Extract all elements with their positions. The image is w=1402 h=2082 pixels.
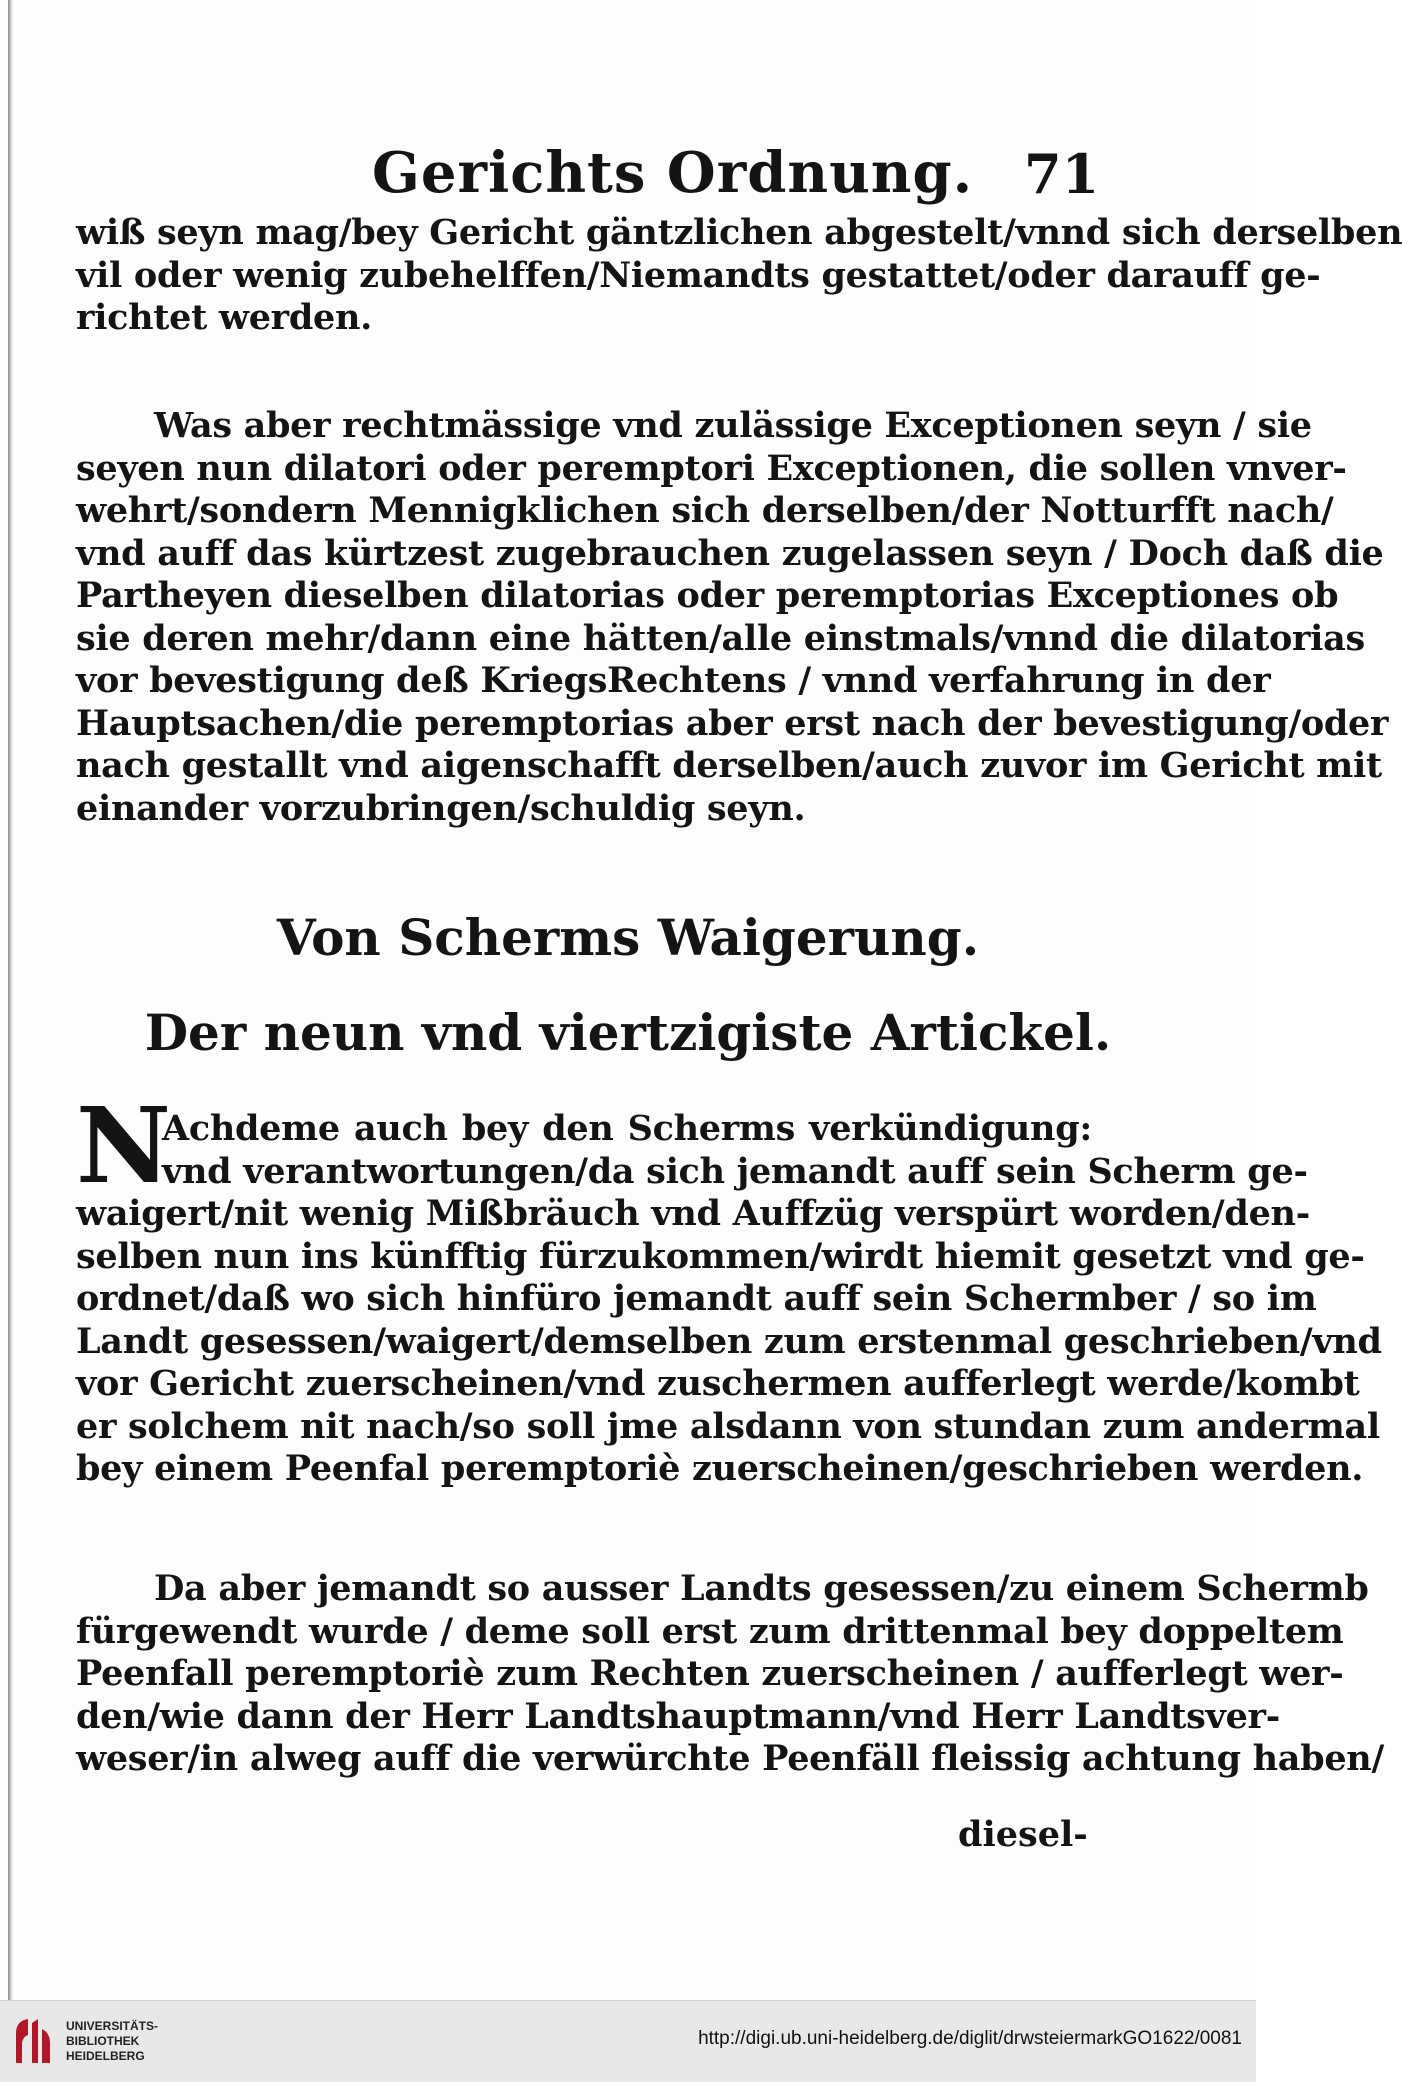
logo-line: BIBLIOTHEK — [66, 2034, 140, 2048]
text-line: vnd auff das kürtzest zugebrauchen zugelassen seyn / Doch daß die — [76, 532, 1384, 574]
text-line: fürgewendt wurde / deme soll erst zum drittenmal bey doppeltem — [76, 1610, 1344, 1652]
permalink-url[interactable]: http://digi.ub.uni-heidelberg.de/diglit/drwsteiermarkGO1622/0081 — [698, 2028, 1242, 2049]
text-line: selben nun ins künfftig fürzukommen/wirdt hiemit gesetzt vnd ge- — [76, 1235, 1365, 1277]
text-line: Peenfall peremptoriè zum Rechten zuerscheinen / aufferlegt wer- — [76, 1653, 1344, 1694]
text-line: Was aber rechtmässige vnd zulässige Exceptionen seyn / sie — [154, 405, 1312, 446]
text-line: wehrt/sondern Mennigklichen sich derselben/der Notturfft nach/ — [76, 490, 1334, 531]
text-line: wiß seyn mag/bey Gericht gäntzlichen abgestelt/vnnd sich derselben — [76, 212, 1402, 253]
text-line: Partheyen dieselben dilatorias oder peremptorias Exceptiones ob — [76, 575, 1339, 616]
drop-cap: N — [76, 1084, 172, 1207]
paragraph-exceptions — [76, 405, 1389, 830]
text-line: Da aber jemandt so ausser Landts gesessen/zu einem Schermb — [154, 1568, 1369, 1609]
text-line: nach gestallt vnd aigenschafft derselben/auch zuvor im Gericht mit — [76, 745, 1382, 786]
text-line: Achdeme auch bey den Scherms verkündigung: — [162, 1108, 1092, 1149]
text-line: sie deren mehr/dann eine hätten/alle einstmals/vnnd die dilatorias — [76, 617, 1365, 659]
catchword: diesel- — [958, 1814, 1088, 1855]
university-library-logo-icon — [12, 2015, 54, 2067]
text-line: den/wie dann der Herr Landtshauptmann/vnd Herr Landtsver- — [76, 1695, 1280, 1737]
text-line: seyen nun dilatori oder peremptori Exceptionen, die sollen vnver- — [76, 447, 1347, 489]
viewer-footer — [0, 2000, 1256, 2082]
running-title: Gerichts Ordnung. — [372, 140, 974, 206]
text-line: vnd verantwortungen/da sich jemandt auff sein Scherm ge- — [162, 1150, 1308, 1192]
text-line: Landt gesessen/waigert/demselben zum erstenmal geschrieben/vnd — [76, 1320, 1382, 1362]
text-line: Hauptsachen/die peremptorias aber erst nach der bevestigung/oder — [76, 702, 1389, 744]
page-number: 71 — [1024, 142, 1100, 206]
text-line: vil oder wenig zubehelffen/Niemandts gestattet/oder darauff ge- — [76, 254, 1321, 296]
running-head — [0, 140, 1256, 210]
text-line: er solchem nit nach/so soll jme alsdann von stundan zum andermal — [76, 1405, 1380, 1447]
text-line: vor Gericht zuerscheinen/vnd zuschermen aufferlegt werde/kombt — [76, 1363, 1360, 1404]
library-logo-text — [66, 2019, 158, 2064]
text-line: waigert/nit wenig Mißbräuch vnd Auffzüg verspürt worden/den- — [76, 1193, 1310, 1234]
paragraph-abroad — [76, 1568, 1384, 1781]
text-line: einander vorzubringen/schuldig seyn. — [76, 787, 806, 829]
text-line: ordnet/daß wo sich hinfüro jemandt auff sein Schermber / so im — [76, 1278, 1317, 1319]
paragraph-article — [76, 1108, 1382, 1491]
text-line: bey einem Peenfal peremptoriè zuerscheinen/geschrieben werden. — [76, 1448, 1364, 1489]
section-heading: Von Scherms Waigerung. — [276, 908, 980, 967]
paragraph-continuation — [76, 212, 1402, 340]
article-heading: Der neun vnd viertzigiste Artickel. — [144, 1003, 1112, 1062]
logo-line: HEIDELBERG — [66, 2049, 145, 2063]
text-line: vor bevestigung deß KriegsRechtens / vnnd verfahrung in der — [76, 660, 1271, 701]
text-line: weser/in alweg auff die verwürchte Peenfäll fleissig achtung haben/ — [76, 1738, 1384, 1779]
logo-line: UNIVERSITÄTS- — [66, 2019, 159, 2033]
text-line: richtet werden. — [76, 297, 372, 338]
